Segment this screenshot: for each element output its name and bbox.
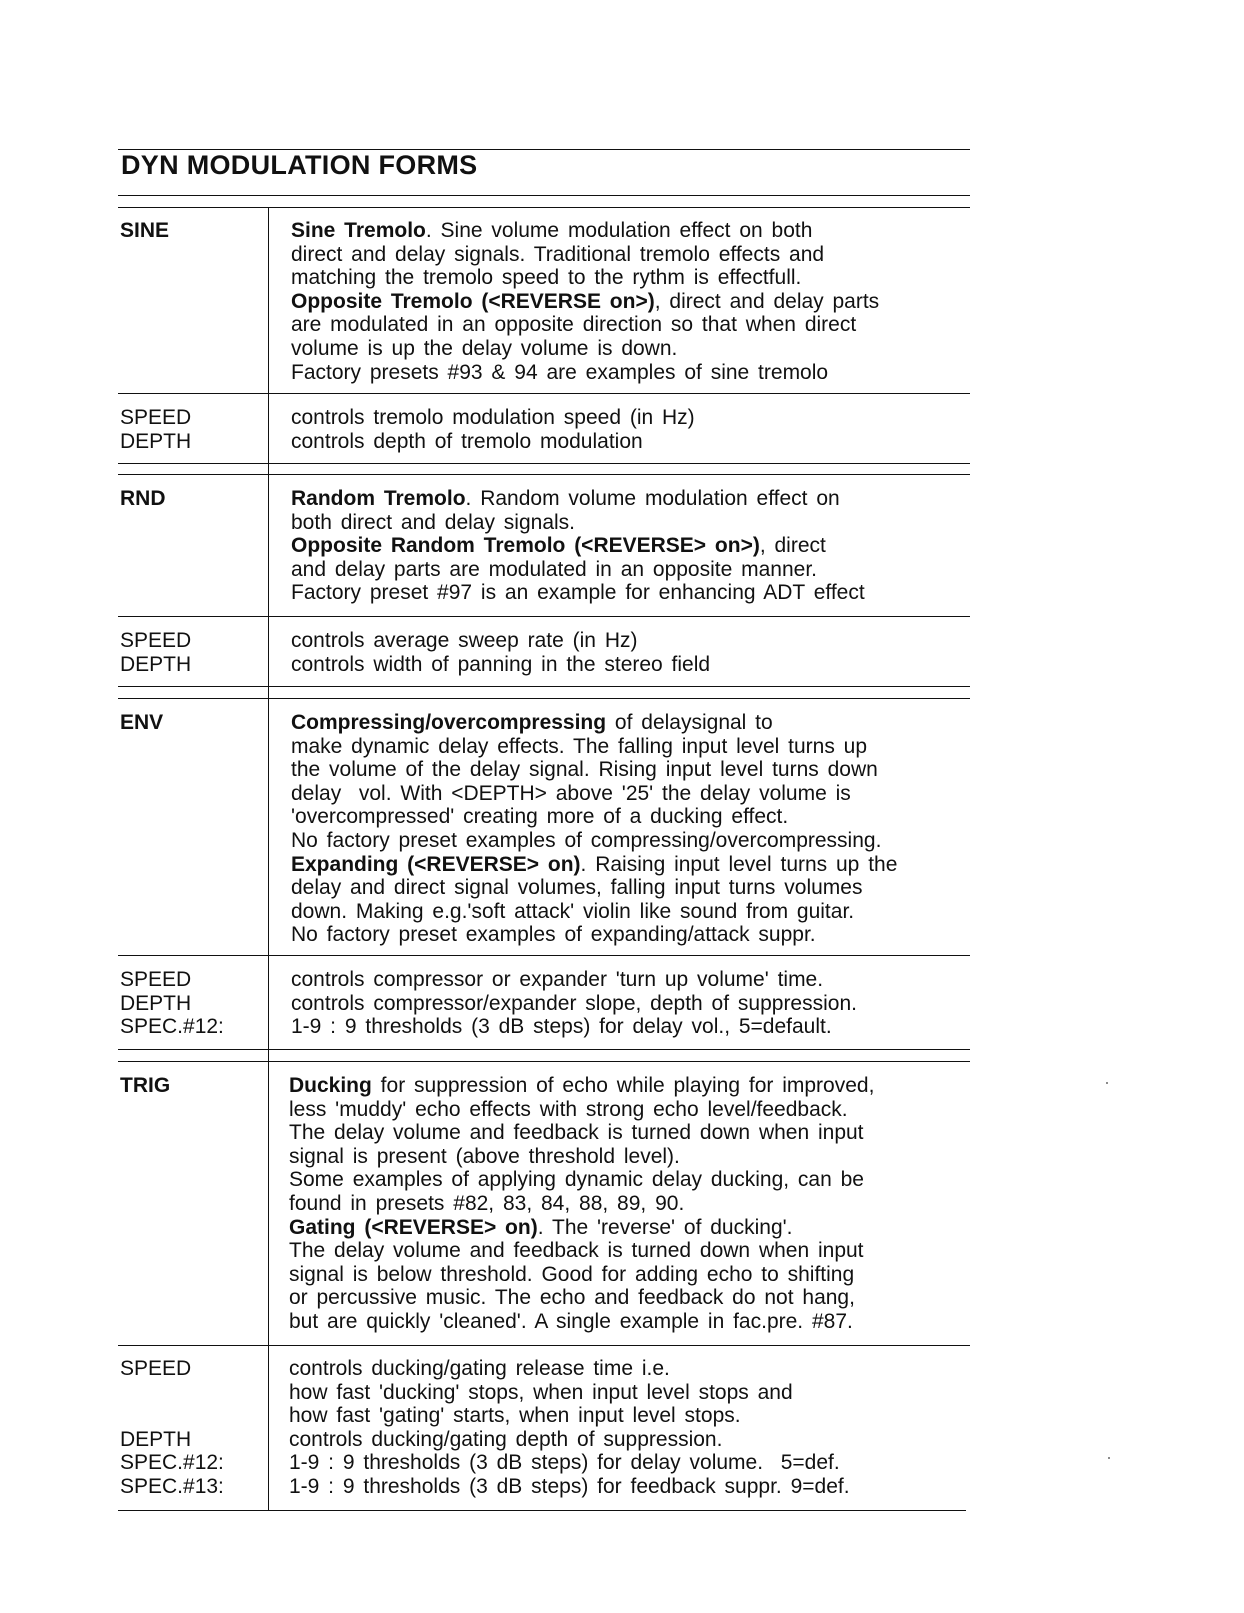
text-line: Compressing/overcompressing of delaysignal to [291,711,773,734]
text-line: Gating (<REVERSE> on). The 'reverse' of ducking'. [289,1215,793,1239]
text-line: Opposite Tremolo (<REVERSE on>), direct and delay parts [291,289,880,313]
param-text-rnd: controls average sweep rate (in Hz) controls width of panning in the stereo field [291,629,711,676]
page-title: DYN MODULATION FORMS [121,150,478,180]
text-line: both direct and delay signals. [291,510,576,534]
section-rule [118,463,970,464]
text-line: delay vol. With <DEPTH> above '25' the delay volume is [291,781,851,805]
text-line: Expanding (<REVERSE> on). Raising input level turns up the [291,852,898,876]
text-line: The delay volume and feedback is turned down when input [289,1239,864,1263]
section-text-rnd [291,487,865,605]
param-text-trig: controls ducking/gating release time i.e. how fast 'ducking' stops, when input level stops and how fast 'gating' starts, when input level stops. controls ducking/gating depth of suppression. 1-9 : 9 thresholds (3 dB steps) for delay volume. 5=def. 1-9 : 9 thresholds (3 dB steps) for feedback suppr. 9=def. [289,1357,850,1498]
section-rule [118,1049,970,1050]
section-label-env: ENV [120,711,164,734]
bold-term: Ducking [289,1074,372,1097]
text-line: signal is present (above threshold level). [289,1144,680,1168]
param-text-sine: controls tremolo modulation speed (in Hz) controls depth of tremolo modulation [291,406,695,453]
bold-term: Random Tremolo [291,487,466,510]
text-line: but are quickly 'cleaned'. A single example in fac.pre. #87. [289,1309,853,1333]
section-rule [118,686,970,687]
text-line: signal is below threshold. Good for adding echo to shifting [289,1262,855,1286]
text-line: volume is up the delay volume is down. [291,336,678,360]
text-line: direct and delay signals. Traditional tremolo effects and [291,242,825,266]
section-rule [118,955,970,956]
bold-term: Expanding (<REVERSE> on) [291,852,581,876]
section-label-rnd: RND [120,487,166,510]
param-labels-trig: SPEED DEPTH SPEC.#12: SPEC.#13: [120,1357,224,1498]
param-labels-rnd: SPEED DEPTH [120,629,192,676]
section-rule [118,474,970,475]
text-line: matching the tremolo speed to the rythm is effectfull. [291,266,802,290]
section-rule [118,698,970,699]
text-line: are modulated in an opposite direction so that when direct [291,313,857,337]
text-line: Random Tremolo. Random volume modulation effect on [291,487,840,510]
text-line: found in presets #82, 83, 84, 88, 89, 90. [289,1191,685,1215]
text-line: Some examples of applying dynamic delay ducking, can be [289,1168,864,1192]
text-line: Opposite Random Tremolo (<REVERSE> on>), direct [291,534,826,558]
scan-speck [1108,1457,1110,1459]
text-line: Factory presets #93 & 94 are examples of sine tremolo [291,360,829,384]
text-line: No factory preset examples of expanding/attack suppr. [291,923,816,947]
text-line: less 'muddy' echo effects with strong echo level/feedback. [289,1097,848,1121]
bold-term: Compressing/overcompressing [291,711,607,734]
text-line: the volume of the delay signal. Rising input level turns down [291,758,878,782]
text-line: make dynamic delay effects. The falling input level turns up [291,734,868,758]
section-text-sine [291,219,879,384]
section-label-sine: SINE [120,219,170,242]
bottom-rule [118,1510,966,1511]
column-divider [268,208,269,1511]
text-line: The delay volume and feedback is turned down when input [289,1121,864,1145]
section-rule [118,1345,970,1346]
param-labels-sine: SPEED DEPTH [120,406,192,453]
section-text-env [291,711,897,947]
text-line: or percussive music. The echo and feedback do not hang, [289,1286,855,1310]
section-label-trig: TRIG [120,1074,171,1097]
text-line: 'overcompressed' creating more of a ducking effect. [291,805,789,829]
text-line: Ducking for suppression of echo while playing for improved, [289,1074,875,1097]
section-rule [118,616,970,617]
text-line: delay and direct signal volumes, falling input turns volumes [291,876,863,900]
section-rule [118,1061,970,1062]
text-line: down. Making e.g.'soft attack' violin like sound from guitar. [291,899,855,923]
title-rule [118,195,970,196]
title-rule-2 [118,207,970,208]
bold-term: Opposite Tremolo (<REVERSE on>) [291,289,655,313]
text-line: No factory preset examples of compressing/overcompressing. [291,828,882,852]
bold-term: Sine Tremolo [291,219,426,242]
bold-term: Opposite Random Tremolo (<REVERSE> on>) [291,534,760,558]
text-line: Sine Tremolo. Sine volume modulation effect on both [291,219,813,242]
section-text-trig [289,1074,874,1334]
text-line: Factory preset #97 is an example for enhancing ADT effect [291,581,865,605]
bold-term: Gating (<REVERSE> on) [289,1215,538,1239]
scan-speck [1106,1082,1108,1084]
param-labels-env: SPEED DEPTH SPEC.#12: [120,968,224,1039]
param-text-env: controls compressor or expander 'turn up volume' time. controls compressor/expander slope, depth of suppression. 1-9 : 9 thresholds (3 dB steps) for delay vol., 5=default. [291,968,857,1039]
section-rule [118,393,970,394]
text-line: and delay parts are modulated in an opposite manner. [291,557,818,581]
